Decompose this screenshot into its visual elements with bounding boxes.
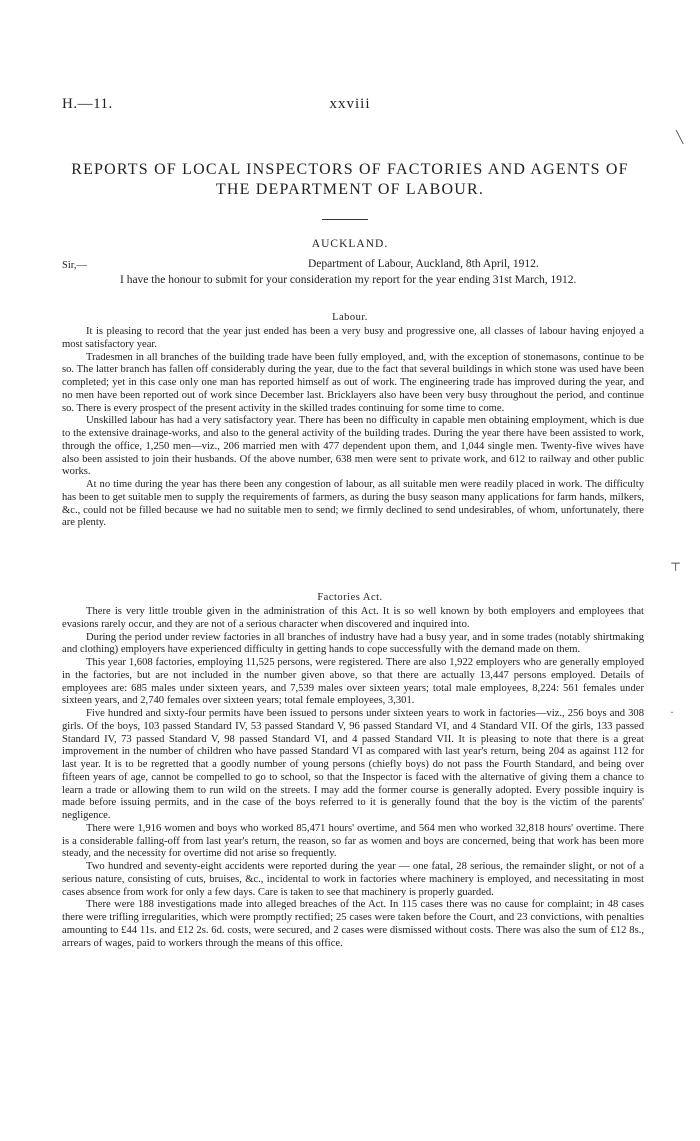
title-divider — [322, 219, 368, 220]
factories-paragraph: There were 188 investigations made into alleged breaches of the Act. In 115 cases there was no cause for complaint; in 48 cases there were trifling irregularities, which were promptly rectified; 25 cases were taken before the Court, and 23 convictions, with penalties amounting to £44 11s. and £12 2s. 6d. costs, were secured, and 2 cases were dismissed without costs. There was also the sum of £12 8s., arrears of wages, paid to workers through the means of this office. — [62, 899, 644, 949]
factories-paragraph: Two hundred and seventy-eight accidents were reported during the year — one fatal, 28 serious, the remainder slight, or not of a serious nature, consisting of cuts, bruises, &c., incidental to work in factories where machinery is employed, and necessitating in most cases absence from work for only a few days. Care is taken to see that machinery is properly guarded. — [62, 861, 644, 898]
section-heading-labour: Labour. — [332, 312, 368, 323]
section-heading-factories: Factories Act. — [317, 592, 383, 603]
intro-paragraph: I have the honour to submit for your consideration my report for the year ending 31st March, 1912. — [120, 274, 577, 286]
title-line-1: REPORTS OF LOCAL INSPECTORS OF FACTORIES AND AGENTS OF — [71, 161, 629, 178]
factories-section — [62, 606, 644, 950]
labour-paragraph: At no time during the year has there been any congestion of labour, as all suitable men were readily placed in work. The difficulty has been to get suitable men to supply the requirements of farmers, as during the busy season many applications for farm hands, milkers, &c., could not be filled because we had no suitable men to send; we firmly declined to send undesirables, of whom, unfortunately, there are plenty. — [62, 479, 644, 529]
margin-mark-icon: ⊤ — [670, 560, 682, 574]
labour-paragraph: Tradesmen in all branches of the building trade have been fully employed, and, with the exception of stonemasons, continue to be so. The latter branch has fallen off considerably during the year, due to the fact that several buildings in which stone was used have been completed; yet in this case only one man has reported himself as out of work. The engineering trade has improved during the year, and no men have been reported out of work since December last. Bricklayers also have been very busy throughout the period, and continue so. There is every prospect of the present activity in the skilled trades continuing for some time to come. — [62, 351, 644, 414]
labour-section — [62, 326, 644, 530]
letter-address: Department of Labour, Auckland, 8th April, 1912. — [308, 258, 539, 270]
factories-paragraph: This year 1,608 factories, employing 11,525 persons, were registered. There are also 1,922 employers who are generally employed in the factories, but are not included in the number given above, so that there are actually 13,447 persons employed. Details of employees are: 685 males under sixteen years, and 7,539 males over sixteen years; total male employees, 8,224: 561 females under sixteen years, and 2,740 females over sixteen years; total female employees, 3,301. — [62, 657, 644, 707]
labour-paragraph: Unskilled labour has had a very satisfactory year. There has been no difficulty in capable men obtaining employment, which is due to the extensive drainage-works, and also to the general activity of the building trades. During the year there have been assisted to work, through the office, 1,250 men—viz., 206 married men with 477 dependent upon them, and 1,044 single men. Twenty-five wives have also been assisted to join their husbands. Of the above number, 638 men were sent to private work, and 612 to railway and other public works. — [62, 415, 644, 478]
factories-paragraph: There is very little trouble given in the administration of this Act. It is so well known by both employers and employees that evasions rarely occur, and they are not of a serious character when discovered and inquired into. — [62, 606, 644, 630]
margin-mark-icon: ╲ — [676, 130, 684, 144]
page-number: xxviii — [329, 96, 371, 112]
report-title — [60, 160, 640, 200]
labour-paragraph: It is pleasing to record that the year just ended has been a very busy and progressive one, all classes of labour having enjoyed a most satisfactory year. — [62, 326, 644, 350]
page-reference: H.—11. — [62, 96, 113, 112]
factories-paragraph: During the period under review factories in all branches of industry have had a busy year, and in some trades (notably shirtmaking and clothing) employers have experienced difficulty in getting hands to cope successfully with the demand made on them. — [62, 631, 644, 656]
factories-paragraph: There were 1,916 women and boys who worked 85,471 hours' overtime, and 564 men who worked 32,818 hours' overtime. There is a considerable falling-off from last year's return, the reason, so far as women and boys are concerned, being that work has been more steady, and the necessity for overtime did not arise so frequently. — [62, 822, 644, 860]
margin-mark-icon: · — [670, 705, 674, 719]
city-heading: AUCKLAND. — [311, 238, 389, 250]
salutation: Sir,— — [62, 260, 87, 271]
factories-paragraph: Five hundred and sixty-four permits have been issued to persons under sixteen years to work in factories—viz., 256 boys and 308 girls. Of the boys, 103 passed Standard IV, 53 passed Standard V, 96 passed Standard VI, and 4 Standard VII. Of the girls, 133 passed Standard IV, 73 passed Standard V, 98 passed Standard VI, and 4 passed Standard VII. It is pleasing to note that there is a great improvement in the number of children who have passed Standard VI as compared with last year's return, being 204 as against 112 for last year. It is to be regretted that a goodly number of young persons (chiefly boys) do not pass the Fourth Standard, and being over fifteen years of age, cannot be compelled to go to school, so that the Inspector is faced with the alternative of giving them a chance to learn a trade or allowing them to run wild on the streets. I may add the former course is generally adopted. Every possible inquiry is made before issuing permits, and in the case of the boys referred to it is generally found that the boy is the victim of the parents' negligence. — [62, 708, 644, 821]
title-line-2: THE DEPARTMENT OF LABOUR. — [215, 181, 485, 198]
